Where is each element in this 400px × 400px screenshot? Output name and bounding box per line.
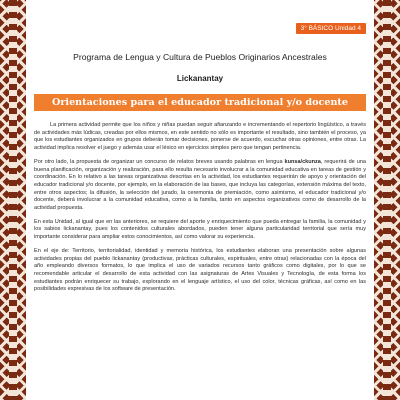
paragraph: En el eje de: Territorio, territorialidad, identidad y memoria histórica, los estudiantes elaboran una presentación sobre algunas actividades propias del pueblo lickanantay (productivas, prácticas culturales, espirituales, entre otras) relacionadas con la época del año empleando diversos formatos, lo que implica el uso de variados recursos tanto gráficos como digitales, por lo que se recomendable articular el desarrollo de esta actividad con las asignaturas de Artes Visuales y Tecnología, de esta forma los estudiantes podrán enriquecer su trabajo, explorando en el lenguaje artístico, el uso del color, técnicas gráficas, así como en las posibilidades expresivas de los software de presentación. (34, 247, 366, 293)
decorative-border-right (374, 0, 400, 400)
bold-term: kunsa/ckunza (284, 158, 321, 165)
program-title: Programa de Lengua y Cultura de Pueblos Originarios Ancestrales (73, 52, 327, 62)
section-title-bar: Orientaciones para el educador tradicional y/o docente (34, 94, 366, 111)
paragraph: La primera actividad permite que los niños y niñas puedan seguir afianzando e incrementando el repertorio lingüístico, a través de actividades más lúdicas, creadas por ellos mismos, en este sentido no sólo es importante el resultado, sino también el proceso, ya que los estudiantes organizados en grupos deberán tomar decisiones, ponerse de acuerdo, escuchar otras opiniones, entre otras. La actividad implica resolver el juego y además usar el léxico en ejercicios simples pero que tengan pertinencia. (34, 122, 366, 152)
paragraph-text: Por otro lado, la propuesta de organizar un concurso de relatos breves usando palabras en lengua (34, 158, 285, 165)
paragraph (34, 159, 366, 213)
grade-unit-badge: 3° BÁSICO Unidad 4 (296, 23, 366, 34)
paragraph: En esta Unidad, al igual que en las anteriores, se requiere del aporte y enriquecimiento que pueda entregar la familia, la comunidad y los sabios lickanantay, pues los contenidos culturales abordados, pueden tener alguna particularidad territorial que sería muy importante considerar para ampliar estos conocimientos, así como valorar su experiencia. (34, 218, 366, 241)
decorative-border-left (0, 0, 26, 400)
people-subtitle: Lickanantay (176, 74, 224, 83)
paragraph-text: , requerirá de una buena planificación, organización y realización, para ello resulta necesario involucrar a la comunidad educativa en tareas de gestión y coordinación. En lo relativo a las tareas organizativas descritas en la actividad, los estudiantes requerirán de apoyo y orientación del educador tradicional y/o docente, por ejemplo, en la elaboración de las bases, que incluya las categorías, extensión máxima del texto, entre otros aspectos; la difusión, la selección del jurado, la ceremonia de premiación, como asimismo, el educador tradicional y/o docente, deberá involucrar a la comunidad educativa, como a la familia, tanto en aspectos organizativos como de desarrollo de la actividad propuesta. (34, 158, 366, 212)
guidance-text (34, 122, 366, 400)
